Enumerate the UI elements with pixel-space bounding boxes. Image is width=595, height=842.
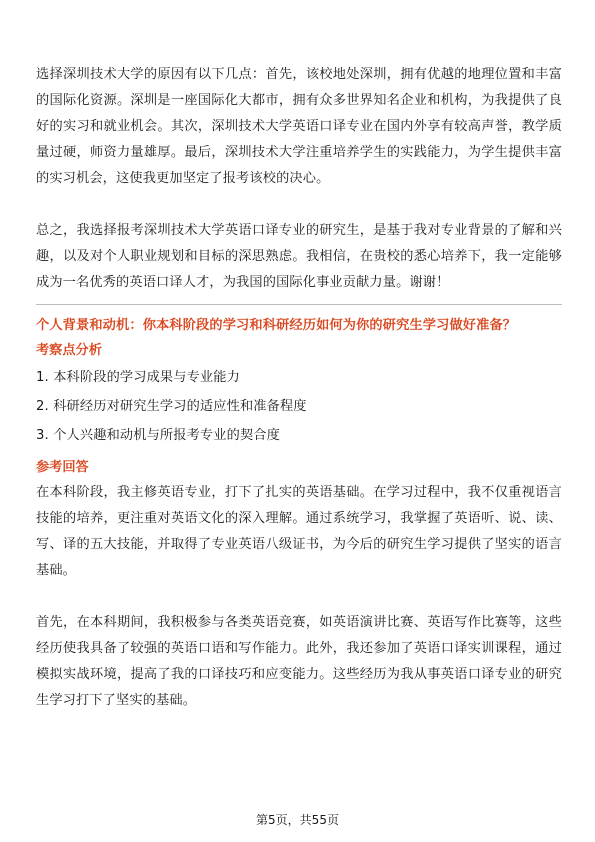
page-number: 第5页，共55页: [256, 813, 339, 827]
body-paragraph: 总之，我选择报考深圳技术大学英语口译专业的研究生，是基于我对专业背景的了解和兴趣，以及对个人职业规划和目标的深思熟虑。我相信，在贵校的悉心培养下，我一定能够成为一名优秀的英语口译人才，为我国的国际化事业贡献力量。谢谢！: [36, 223, 562, 290]
page-content: [36, 62, 562, 714]
list-item: 3. 个人兴趣和动机与所报考专业的契合度: [36, 428, 280, 443]
body-paragraph: 选择深圳技术大学的原因有以下几点：首先，该校地处深圳，拥有优越的地理位置和丰富的国际化资源。深圳是一座国际化大都市，拥有众多世界知名企业和机构，为我提供了良好的实习和就业机会。其次，深圳技术大学英语口译专业在国内外享有较高声誉，教学质量过硬，师资力量雄厚。最后，深圳技术大学注重培养学生的实践能力，为学生提供丰富的实习机会，这使我更加坚定了报考该校的决心。: [36, 67, 562, 186]
question-heading: 个人背景和动机：你本科阶段的学习和科研经历如何为你的研究生学习做好准备？: [36, 318, 517, 333]
answer-paragraph: 在本科阶段，我主修英语专业，打下了扎实的英语基础。在学习过程中，我不仅重视语言技能的培养，更注重对英语文化的深入理解。通过系统学习，我掌握了英语听、说、读、写、译的五大技能，并取得了专业英语八级证书，为今后的研究生学习提供了坚实的语言基础。: [36, 485, 562, 578]
section-divider: [36, 304, 562, 305]
analysis-title: 考察点分析: [36, 343, 102, 358]
list-item: 1. 本科阶段的学习成果与专业能力: [36, 370, 240, 385]
analysis-list: [36, 363, 562, 450]
answer-title: 参考回答: [36, 460, 89, 475]
answer-paragraph: 首先，在本科期间，我积极参与各类英语竞赛，如英语演讲比赛、英语写作比赛等，这些经历使我具备了较强的英语口语和写作能力。此外，我还参加了英语口译实训课程，通过模拟实战环境，提高了我的口译技巧和应变能力。这些经历为我从事英语口译专业的研究生学习打下了坚实的基础。: [36, 615, 562, 708]
paragraph-gap: [36, 192, 562, 218]
list-item: 2. 科研经历对研究生学习的适应性和准备程度: [36, 399, 307, 414]
paragraph-gap: [36, 584, 562, 610]
